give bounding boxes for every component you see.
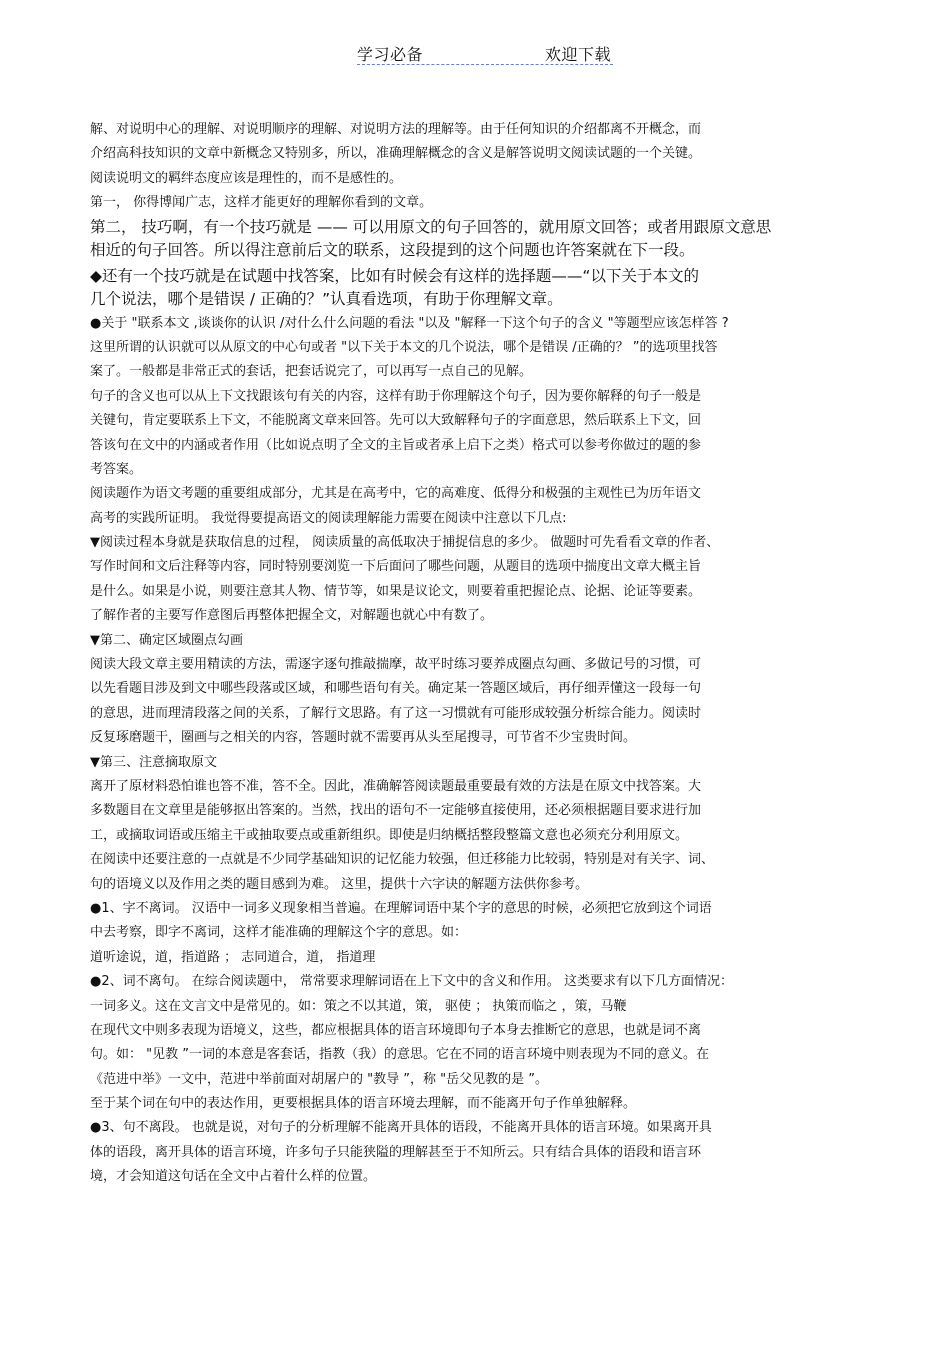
text-line: ●3、句不离段。 也就是说，对句子的分析理解不能离开具体的语段，不能离开具体的语言环境。如果离开具 [90,1120,712,1136]
text-line: ●1、字不离词。 汉语中一词多义现象相当普遍。在理解词语中某个字的意思的时候，必须把它放到这个词语 [90,900,712,916]
text-line: ◆还有一个技巧就是在试题中找答案，比如有时候会有这样的选择题——“以下关于本文的 [90,266,699,285]
text-line: 这里所谓的认识就可以从原文的中心句或者 "以下关于本文的几个说法，哪个是错误 /正确的？ ”的选项里找答 [90,339,718,355]
text-line: 一词多义。这在文言文中是常见的。如：策之不以其道，策， 驱使 ； 执策而临之 ，策，马鞭 [90,998,627,1014]
text-line: 答该句在文中的内涵或者作用（比如说点明了全文的主旨或者承上启下之类）格式可以参考你做过的题的参 [90,437,702,453]
text-line: 几个说法，哪个是错误 / 正确的？”认真看选项，有助于你理解文章。 [90,290,563,309]
header-right-text: 欢迎下载 [544,45,611,64]
text-line: 以先看题目涉及到文中哪些段落或区域，和哪些语句有关。确定某一答题区域后，再仔细弄懂这一段每一句 [90,681,702,697]
text-line: 相近的句子回答。所以得注意前后文的联系，这段提到的这个问题也许答案就在下一段。 [90,241,695,260]
document-body [90,118,900,1190]
text-line: 介绍高科技知识的文章中新概念又特别多，所以，准确理解概念的含义是解答说明文阅读试题的一个关键。 [90,146,702,162]
text-line: 的意思，进而理清段落之间的关系，了解行文思路。有了这一习惯就有可能形成较强分析综合能力。阅读时 [90,705,702,721]
text-line: 离开了原材料恐怕谁也答不准，答不全。因此，准确解答阅读题最重要最有效的方法是在原文中找答案。大 [90,778,702,794]
text-line: 阅读说明文的羁绊态度应该是理性的，而不是感性的。 [90,170,403,186]
text-line: 体的语段，离开具体的语言环境，许多句子只能狭隘的理解甚至于不知所云。只有结合具体的语段和语言环 [90,1144,702,1160]
text-line: 关键句，肯定要联系上下文，不能脱离文章来回答。先可以大致解释句子的字面意思，然后联系上下文，回 [90,413,702,429]
text-line: 反复琢磨题干，圈画与之相关的内容，答题时就不需要再从头至尾搜寻，可节省不少宝贵时间。 [90,730,637,746]
text-line: 《范进中举》一文中，范进中举前面对胡屠户的 "教导 ”，称 "岳父见教的是 ”。 [90,1071,548,1087]
text-line: 阅读大段文章主要用精读的方法，需逐字逐句推敲揣摩，故平时练习要养成圈点勾画、多做记号的习惯，可 [90,657,702,673]
text-line: 道听途说，道，指道路 ； 志同道合，道， 指道理 [90,949,376,965]
text-line: 解、对说明中心的理解、对说明顺序的理解、对说明方法的理解等。由于任何知识的介绍都离不开概念，而 [90,122,702,137]
text-line: 多数题目在文章里是能够抠出答案的。当然，找出的语句不一定能够直接使用，还必须根据题目要求进行加 [90,803,702,819]
text-line: 写作时间和文后注释等内容，同时特别要浏览一下后面问了哪些问题，从题目的选项中揣度出文章大概主旨 [90,559,702,575]
text-line: 工，或摘取词语或压缩主干或抽取要点或重新组织。即使是归纳概括整段整篇文意也必须充分利用原文。 [90,827,689,843]
text-line: 第二， 技巧啊，有一个技巧就是 —— 可以用原文的句子回答的，就用原文回答；或者用跟原文意思 [90,217,772,236]
text-line: ●2、词不离句。 在综合阅读题中， 常常要求理解词语在上下文中的含义和作用。 这类要求有以下几方面情况： [90,974,734,990]
text-line: 了解作者的主要写作意图后再整体把握全文，对解题也就心中有数了。 [90,608,494,624]
text-line: 高考的实践所证明。 我觉得要提高语文的阅读理解能力需要在阅读中注意以下几点: [90,510,567,526]
text-line: 考答案。 [90,461,143,477]
text-line: ▼第三、注意摘取原文 [90,754,217,770]
text-line: 中去考察，即字不离词，这样才能准确的理解这个字的意思。如： [90,925,468,941]
text-line: 句的语境义以及作用之类的题目感到为难。 这里，提供十六字诀的解题方法供你参考。 [90,876,589,892]
text-line: 句。如： "见教 ”一词的本意是客套话，指教（我）的意思。它在不同的语言环境中则表现为不同的意义。在 [90,1047,709,1063]
text-line: 在现代文中则多表现为语境义，这些，都应根据具体的语言环境即句子本身去推断它的意思，也就是词不离 [90,1022,702,1038]
header-left-text: 学习必备 [357,45,424,64]
text-line: ●关于 "联系本文 ,谈谈你的认识 /对什么什么问题的看法 "以及 "解释一下这个句子的含义 "等题型应该怎样答 ? [90,315,729,331]
text-line: 在阅读中还要注意的一点就是不少同学基础知识的记忆能力较强，但迁移能力比较弱，特别是对有关字、词、 [90,852,715,868]
text-line: 境，才会知道这句话在全文中占着什么样的位置。 [90,1169,377,1185]
text-line: ▼第二、确定区域圈点勾画 [90,632,243,648]
text-line: 阅读题作为语文考题的重要组成部分，尤其是在高考中，它的高难度、低得分和极强的主观性已为历年语文 [90,486,702,502]
text-line: 至于某个词在句中的表达作用，更要根据具体的语言环境去理解，而不能离开句子作单独解释。 [90,1096,637,1112]
text-line: 句子的含义也可以从上下文找跟该句有关的内容，这样有助于你理解这个句子，因为要你解释的句子一般是 [90,388,702,404]
text-line: 案了。一般都是非常正式的套话，把套话说完了，可以再写一点自己的见解。 [90,364,533,380]
page-header [357,40,613,65]
text-line: 是什么。如果是小说，则要注意其人物、情节等，如果是议论文，则要着重把握论点、论据、论证等要素。 [90,583,702,599]
text-line: ▼阅读过程本身就是获取信息的过程， 阅读质量的高低取决于捕捉信息的多少。 做题时可先看看文章的作者、 [90,535,720,551]
text-line: 第一， 你得博闻广志，这样才能更好的理解你看到的文章。 [90,195,433,211]
